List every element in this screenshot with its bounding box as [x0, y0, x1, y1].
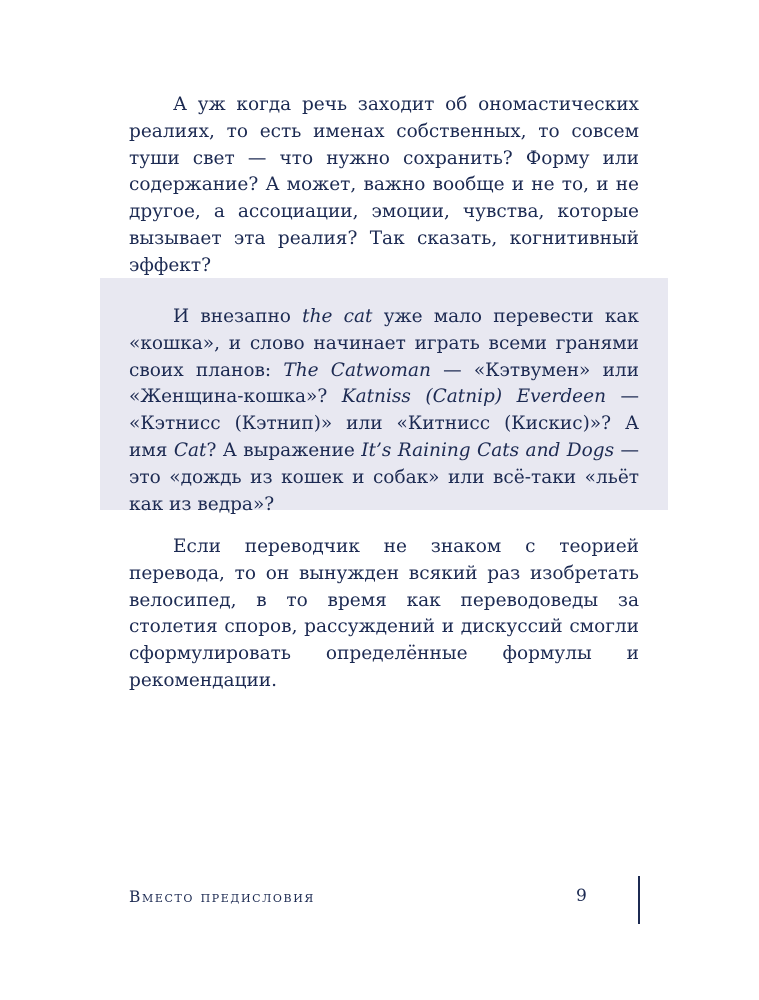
callout-paragraph: [129, 304, 639, 518]
running-footer-section-title: Вместо предисловия: [129, 888, 315, 906]
callout-text-3: — «Кэтвумен» или «Женщина-кошка»?: [129, 359, 640, 408]
callout-italic-katniss: Katniss (Catnip) Everdeen: [341, 386, 606, 408]
callout-text-1: И внезапно: [173, 306, 303, 327]
callout-text-6: — это «дождь из кошек и собак» или всё-таки «льёт как из ведра»?: [129, 439, 639, 515]
callout-italic-the-cat: the cat: [302, 306, 373, 327]
callout-text-4: — «Кэтнисс (Кэтнип)» или «Китнисс (Кискис)»? А имя: [129, 386, 639, 461]
callout-box: [100, 278, 668, 515]
footer-vertical-rule: [638, 876, 640, 924]
callout-italic-catwoman: The Catwoman: [283, 359, 431, 381]
body-paragraph-2: Если переводчик не знаком с теорией перевода, то он вынужден всякий раз изобретать велосипед, в то время как переводоведы за столетия споров, рассуждений и дискуссий смогли сформулировать определённые формулы и рекомендации.: [129, 536, 639, 691]
body-paragraph-1: А уж когда речь заходит об ономастических реалиях, то есть именах собственных, то совсем туши свет — что нужно сохранить? Форму или содержание? А может, важно вообще и не то, и не другое, а ассоциации, эмоции, чувства, которые вызывает эта реалия? Так сказать, когнитивный эффект?: [129, 94, 639, 276]
callout-italic-idiom: It’s Raining Cats and Dogs: [361, 439, 615, 461]
callout-text-2: уже мало перевести как «кошка», и слово начинает играть всеми гранями своих планов:: [129, 306, 639, 381]
callout-italic-cat: Cat: [173, 439, 207, 461]
page-number: 9: [576, 886, 587, 906]
callout-text-5: ? А выражение: [206, 439, 362, 461]
